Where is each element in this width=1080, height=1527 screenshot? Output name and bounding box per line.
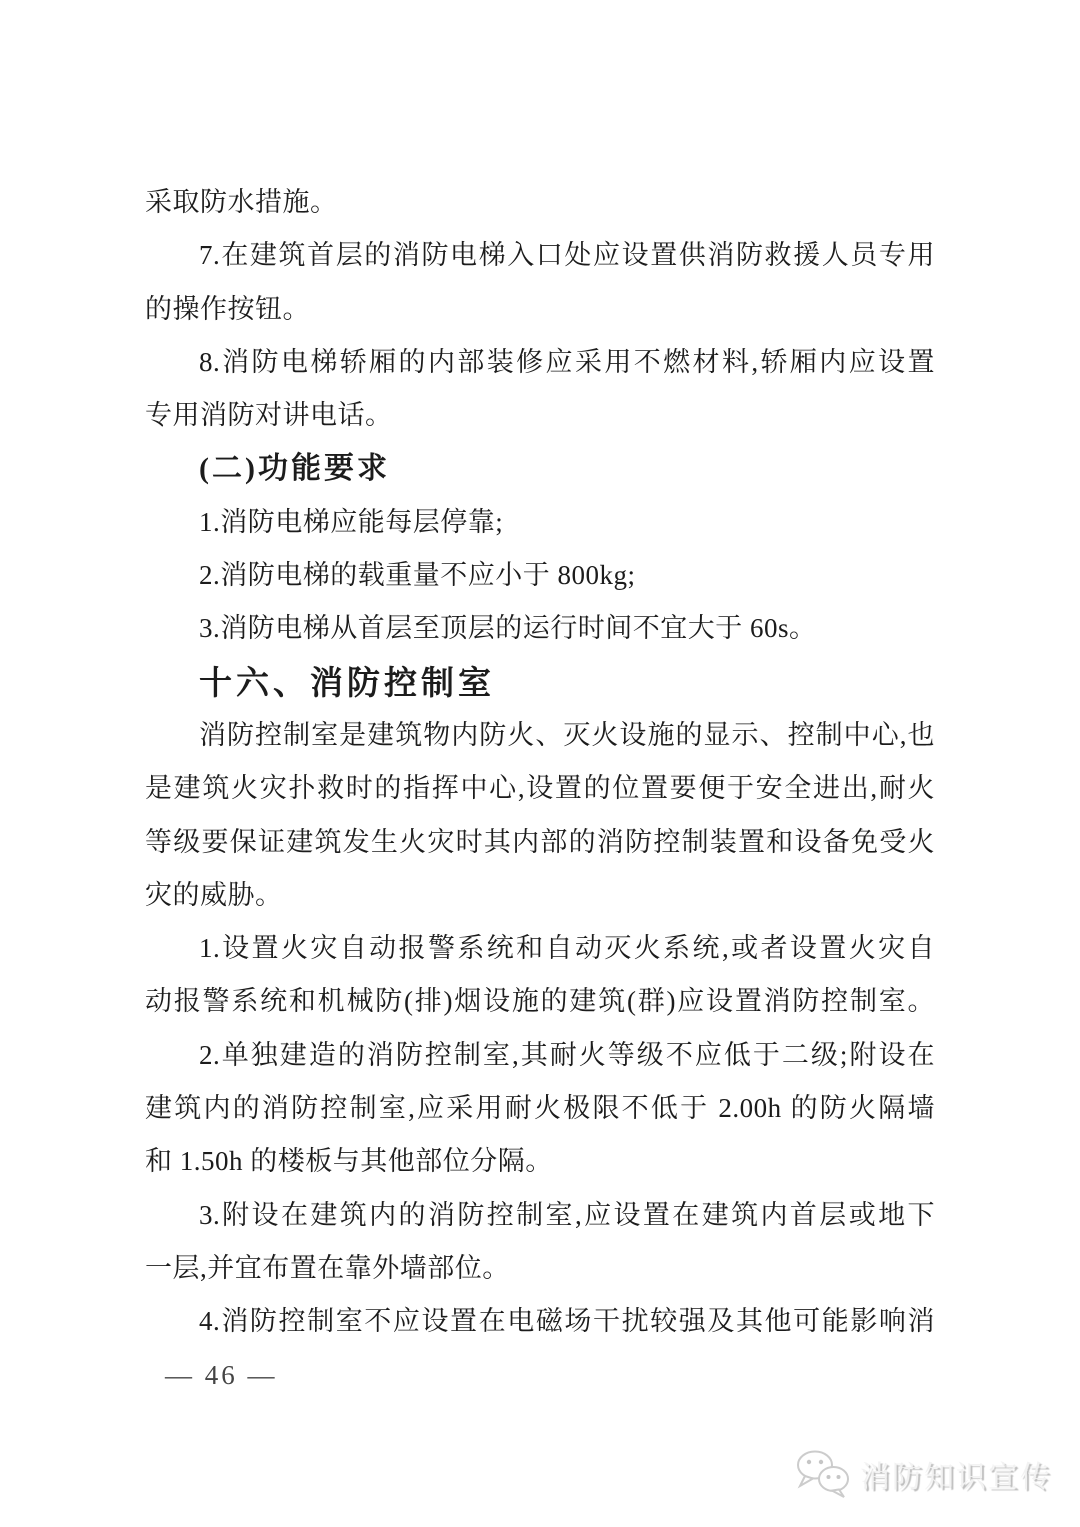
paragraph-line: 2.单独建造的消防控制室,其耐火等级不应低于二级;附设在 [199,1039,935,1070]
paragraph-line: 灾的威胁。 [145,879,283,910]
wechat-chat-bubbles-icon [794,1449,852,1499]
page-number: — 46 — [165,1359,278,1390]
watermark [794,1449,1052,1499]
subsection-heading: (二)功能要求 [199,452,390,486]
paragraph-line: 专用消防对讲电话。 [145,400,393,431]
paragraph-line: 动报警系统和机械防(排)烟设施的建筑(群)应设置消防控制室。 [145,986,935,1017]
section-heading: 十六、消防控制室 [199,663,495,701]
list-item: 2.消防电梯的载重量不应小于 800kg; [199,560,636,591]
paragraph-line: 和 1.50h 的楼板与其他部位分隔。 [145,1146,553,1177]
paragraph-line: 一层,并宜布置在靠外墙部位。 [145,1252,510,1283]
list-item: 1.消防电梯应能每层停靠; [199,506,504,537]
paragraph-line: 建筑内的消防控制室,应采用耐火极限不低于 2.00h 的防火隔墙 [145,1093,935,1124]
list-item: 3.消防电梯从首层至顶层的运行时间不宜大于 60s。 [199,613,817,644]
paragraph-line: 1.设置火灾自动报警系统和自动灭火系统,或者设置火灾自 [199,933,935,964]
paragraph-line: 8.消防电梯轿厢的内部装修应采用不燃材料,轿厢内应设置 [199,346,935,377]
paragraph-line: 3.附设在建筑内的消防控制室,应设置在建筑内首层或地下 [199,1199,935,1230]
paragraph-line: 等级要保证建筑发生火灾时其内部的消防控制装置和设备免受火 [145,826,935,857]
document-body [145,176,935,1402]
watermark-label: 消防知识宣传 [860,1461,1052,1494]
paragraph-line: 4.消防控制室不应设置在电磁场干扰较强及其他可能影响消 [199,1306,935,1337]
paragraph-line: 7.在建筑首层的消防电梯入口处应设置供消防救援人员专用 [199,240,935,271]
paragraph-line: 的操作按钮。 [145,293,310,324]
paragraph-line: 是建筑火灾扑救时的指挥中心,设置的位置要便于安全进出,耐火 [145,773,935,804]
paragraph-line: 采取防水措施。 [145,187,338,217]
paragraph-line: 消防控制室是建筑物内防火、灭火设施的显示、控制中心,也 [199,719,935,750]
